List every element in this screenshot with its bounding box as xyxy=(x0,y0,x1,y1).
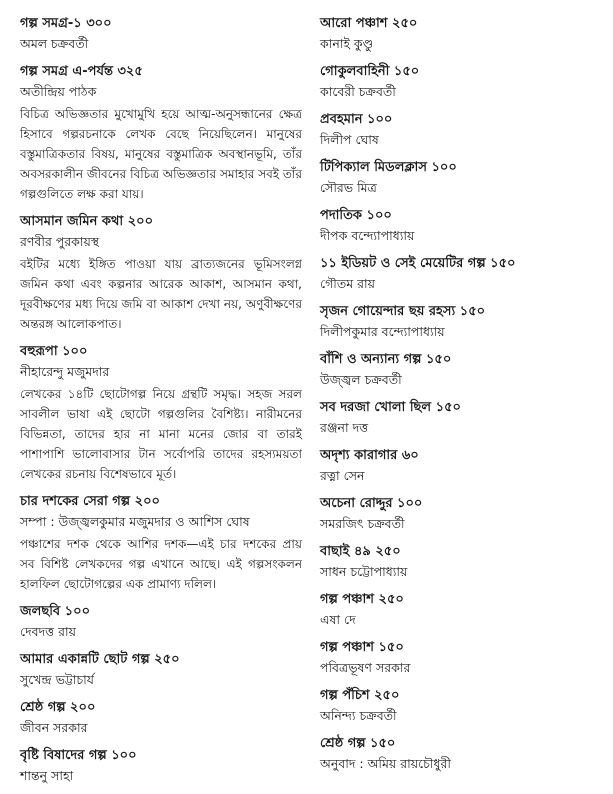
book-entry xyxy=(320,398,602,438)
book-description: বইটির মধ্যে ইঙ্গিত পাওয়া যায় ব্রাত্যজনের ভূমিসংলগ্ন জমিন কথা এবং কল্পনার আরেক আকাশ, আসমান কথা, দূরবীক্ষণের মধ্য দিয়ে জমি বা আকাশ দেখা নয়, অণুবীক্ষণের অন্তরঙ্গ আলোকপাত। xyxy=(20,257,302,331)
book-editors: সম্পা : উজ্জ্বলকুমার মজুমদার ও আশিস ঘোষ xyxy=(20,514,250,529)
book-entry xyxy=(320,446,602,486)
book-entry xyxy=(320,206,602,246)
book-entry xyxy=(20,212,302,334)
book-author: পবিত্রভূষণ সরকার xyxy=(320,660,411,675)
book-title: শ্রেষ্ঠ গল্প ১৫০ xyxy=(320,736,396,751)
book-title: গল্প পঁচিশ ২৫০ xyxy=(320,688,400,703)
book-entry xyxy=(320,542,602,582)
book-description: পঞ্চাশের দশক থেকে আশির দশক—এই চার দশকের প্রায় সব বিশিষ্ট লেখকদের গল্প এখানে আছে। এই গল্পসংকলন হালফিল ছোটোগল্পের এক প্রামাণ্য দলিল। xyxy=(20,537,302,591)
book-author: নীহারেন্দু মজুমদার xyxy=(20,364,110,379)
book-title: পদাতিক ১০০ xyxy=(320,208,392,223)
book-title: গল্প সমগ্র-১ ৩০০ xyxy=(20,16,112,31)
book-title: জলছবি ১০০ xyxy=(20,604,91,619)
book-title: ১১ ইডিয়ট ও সেই মেয়েটির গল্প ১৫০ xyxy=(320,256,516,271)
book-entry xyxy=(20,62,302,204)
book-title: শ্রেষ্ঠ গল্প ২০০ xyxy=(20,700,96,715)
book-entry xyxy=(320,686,602,726)
book-author: রঞ্জনা দত্ত xyxy=(320,420,369,435)
book-author: জীবন সরকার xyxy=(20,720,88,735)
book-entry xyxy=(320,14,602,54)
book-title: আসমান জমিন কথা ২০০ xyxy=(20,214,154,229)
book-author: অনিন্দ্য চক্রবর্তী xyxy=(320,708,397,723)
book-author: গৌতম রায় xyxy=(320,276,375,291)
left-column xyxy=(20,14,302,794)
book-author: উজ্জ্বল চক্রবর্তী xyxy=(320,372,402,387)
book-entry xyxy=(320,734,602,774)
book-entry xyxy=(20,698,302,738)
book-author: দেবদত্ত রায় xyxy=(20,624,76,639)
book-author: দীপক বন্দ্যোপাধ্যায় xyxy=(320,228,415,243)
book-entry xyxy=(320,302,602,342)
book-entry xyxy=(320,254,602,294)
book-author: অমল চক্রবর্তী xyxy=(20,36,89,51)
book-title: গল্প পঞ্চাশ ১৫০ xyxy=(320,640,404,655)
book-author: দিলীপ ঘোষ xyxy=(320,132,379,147)
book-title: গোকুলবাহিনী ১৫০ xyxy=(320,64,420,79)
book-author: সুখেন্দ্র ভট্টাচার্য xyxy=(20,672,94,687)
book-author: দিলীপকুমার বন্দ্যোপাধ্যায় xyxy=(320,324,445,339)
book-entry xyxy=(20,746,302,786)
book-description: বিচিত্র অভিজ্ঞতার মুখোমুখি হয়ে আত্ম-অনুসন্ধানের ক্ষেত্র হিসাবে গল্পরচনাকে লেখক বেছে নিয়েছিলেন। মানুষের বস্তুমাত্রিকতার বিষয়, মানুষের বস্তুমাত্রিক অবস্থানভূমি, তাঁর অবসরকালীন জীবনের বিচিত্র অভিজ্ঞতার সমাহার সবই তাঁর গল্পগুলিতে লক্ষ করা যায়। xyxy=(20,107,302,201)
book-entry xyxy=(20,492,302,594)
book-entry xyxy=(320,158,602,198)
book-title: বৃষ্টি বিষাদের গল্প ১০০ xyxy=(20,748,137,763)
book-entry xyxy=(20,650,302,690)
book-entry xyxy=(320,350,602,390)
book-entry xyxy=(20,602,302,642)
book-entry xyxy=(320,494,602,534)
book-description: লেখকের ১৪টি ছোটোগল্প নিয়ে গ্রন্থটি সমৃদ্ধ। সহজ সরল সাবলীল ভাষা এই ছোটো গল্পগুলির বৈশিষ্ট্য। নারীমনের বিভিন্নতা, তাদের হার না মানা মনের জোর বা তারই পাশাপাশি ভালোবাসার টান সর্বোপরি তাদের রহস্যময়তা লেখকের রচনায় বিশেষভাবে মূর্ত। xyxy=(20,387,302,481)
book-entry xyxy=(320,110,602,150)
right-column xyxy=(320,14,602,782)
book-title: বাছাই ৪৯ ২৫০ xyxy=(320,544,401,559)
book-title: আমার একান্নটি ছোট গল্প ২৫০ xyxy=(20,652,180,667)
book-author: কাবেরী চক্রবর্তী xyxy=(320,84,396,99)
book-title: গল্প সমগ্র এ-পর্যন্ত ৩২৫ xyxy=(20,64,143,79)
book-author: সাধন চট্টোপাধ্যায় xyxy=(320,564,408,579)
book-title: বাঁশি ও অন্যান্য গল্প ১৫০ xyxy=(320,352,452,367)
book-author: এষা দে xyxy=(320,612,356,627)
book-entry xyxy=(320,62,602,102)
book-title: গল্প পঞ্চাশ ২৫০ xyxy=(320,592,404,607)
book-title: প্রবহমান ১০০ xyxy=(320,112,393,127)
book-title: চার দশকের সেরা গল্প ২০০ xyxy=(20,494,160,509)
book-title: আরো পঞ্চাশ ২৫০ xyxy=(320,16,418,31)
book-entry xyxy=(320,590,602,630)
book-entry xyxy=(320,638,602,678)
book-title: টিপিক্যাল মিডলক্লাস ১০০ xyxy=(320,160,457,175)
book-author: রত্না সেন xyxy=(320,468,365,483)
book-author: শান্তনু সাহা xyxy=(20,768,74,783)
book-title: অচেনা রোদ্দুর ১০০ xyxy=(320,496,423,511)
book-author: রণবীর পুরকায়স্থ xyxy=(20,234,100,249)
book-author: সৌরভ মিত্র xyxy=(320,180,377,195)
book-translator: অনুবাদ : অমিয় রায়চৌধুরী xyxy=(320,756,451,771)
book-title: অদৃশ্য কারাগার ৬০ xyxy=(320,448,419,463)
book-author: সমরজিৎ চক্রবর্তী xyxy=(320,516,405,531)
book-entry xyxy=(20,342,302,484)
book-title: সব দরজা খোলা ছিল ১৫০ xyxy=(320,400,461,415)
book-entry xyxy=(20,14,302,54)
book-title: সৃজন গোয়েন্দার ছয় রহস্য ১৫০ xyxy=(320,304,486,319)
book-author: অতীন্দ্রিয় পাঠক xyxy=(20,84,97,99)
book-title: বহুরূপা ১০০ xyxy=(20,344,88,359)
book-author: কানাই কুণ্ডু xyxy=(320,36,374,51)
